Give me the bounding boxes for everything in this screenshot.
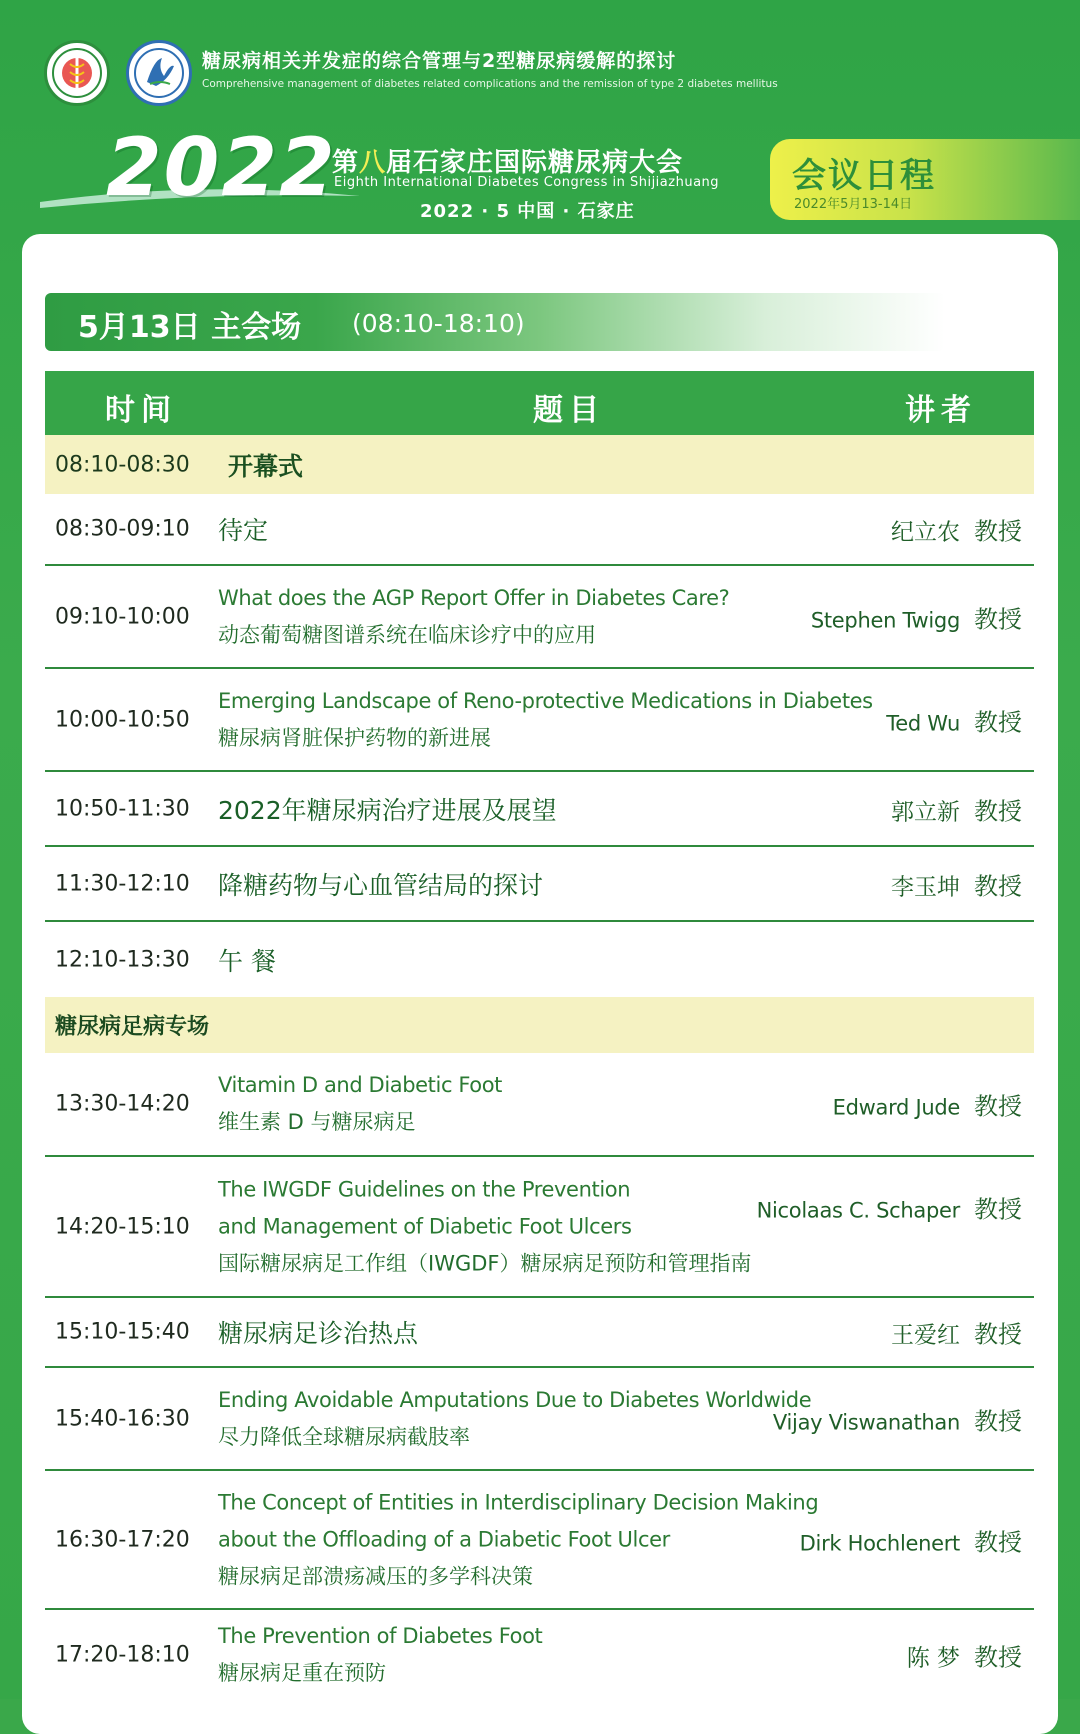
row-time: 13:30-14:20 bbox=[55, 1091, 190, 1117]
congress-name-en: Eighth International Diabetes Congress in Shijiazhuang bbox=[334, 175, 720, 190]
row-time: 08:30-09:10 bbox=[55, 516, 190, 542]
row-time: 14:20-15:10 bbox=[55, 1214, 190, 1239]
table-row bbox=[45, 566, 1034, 669]
theme-title-en: Comprehensive management of diabetes related complications and the remission of type 2 diabetes mellitus bbox=[202, 78, 778, 90]
row-topic: The Concept of Entities in Interdisciplinary Decision Making about the Offloading of a Diabetic Foot Ulcer 糖尿病足部溃疡减压的多学科决策 bbox=[218, 1490, 819, 1588]
row-topic: 2022年糖尿病治疗进展及展望 bbox=[218, 795, 557, 825]
diabetes-forum-logo bbox=[126, 40, 192, 106]
row-speaker: Vijay Viswanathan 教授 bbox=[772, 1407, 1022, 1435]
session-hours: (08:10-18:10) bbox=[352, 309, 525, 338]
agenda-title: 会议日程 bbox=[792, 156, 936, 196]
table-row bbox=[45, 494, 1034, 566]
row-topic: 糖尿病足诊治热点 bbox=[218, 1319, 419, 1348]
congress-name-zh: 第八届石家庄国际糖尿病大会 bbox=[332, 148, 684, 178]
row-time: 17:20-18:10 bbox=[55, 1642, 190, 1667]
row-speaker: Dirk Hochlenert 教授 bbox=[799, 1528, 1022, 1556]
row-topic: What does the AGP Report Offer in Diabetes Care? 动态葡萄糖图谱系统在临床诊疗中的应用 bbox=[218, 585, 730, 647]
row-speaker: Stephen Twigg 教授 bbox=[810, 605, 1022, 633]
theme-title-zh: 糖尿病相关并发症的综合管理与2型糖尿病缓解的探讨 bbox=[202, 50, 677, 72]
table-row bbox=[45, 1610, 1034, 1699]
row-topic: 降糖药物与心血管结局的探讨 bbox=[218, 870, 544, 900]
table-row bbox=[45, 1471, 1034, 1610]
association-logo bbox=[44, 40, 110, 106]
row-time: 09:10-10:00 bbox=[55, 604, 190, 629]
column-topic: 题目 bbox=[533, 393, 605, 428]
table-header bbox=[45, 371, 1034, 435]
table-row bbox=[45, 847, 1034, 922]
row-time: 15:10-15:40 bbox=[55, 1319, 190, 1345]
agenda-date: 2022年5月13-14日 bbox=[794, 197, 913, 212]
row-speaker: Ted Wu 教授 bbox=[886, 708, 1022, 736]
table-row bbox=[45, 669, 1034, 772]
congress-date-location: 2022 · 5 中国 · 石家庄 bbox=[420, 201, 635, 222]
row-topic: 待定 bbox=[218, 516, 269, 545]
row-speaker: 王爱红 教授 bbox=[891, 1320, 1022, 1349]
table-row bbox=[45, 1298, 1034, 1368]
row-topic: 午 餐 bbox=[218, 946, 276, 976]
row-topic: Vitamin D and Diabetic Foot 维生素 D 与糖尿病足 bbox=[218, 1073, 503, 1134]
row-speaker: 纪立农 教授 bbox=[891, 517, 1022, 546]
table-row bbox=[45, 772, 1034, 847]
row-topic: The Prevention of Diabetes Foot 糖尿病足重在预防 bbox=[218, 1623, 543, 1685]
row-topic: Emerging Landscape of Reno-protective Medications in Diabetes 糖尿病肾脏保护药物的新进展 bbox=[218, 688, 873, 750]
row-speaker: Nicolaas C. Schaper 教授 bbox=[756, 1195, 1022, 1224]
bird-emblem-icon bbox=[132, 46, 186, 100]
row-topic: Ending Avoidable Amputations Due to Diabetes Worldwide 尽力降低全球糖尿病截肢率 bbox=[218, 1387, 812, 1449]
table-row bbox=[45, 435, 1034, 494]
session-subheader bbox=[45, 997, 1034, 1053]
row-time: 10:00-10:50 bbox=[55, 707, 190, 732]
table-row bbox=[45, 1053, 1034, 1157]
row-speaker: Edward Jude 教授 bbox=[832, 1092, 1022, 1121]
row-time: 11:30-12:10 bbox=[55, 871, 190, 896]
row-time: 10:50-11:30 bbox=[55, 796, 190, 821]
row-time: 12:10-13:30 bbox=[55, 947, 190, 972]
column-speaker: 讲者 bbox=[905, 393, 977, 428]
congress-year: 2022 bbox=[106, 121, 337, 214]
row-speaker: 陈 梦 教授 bbox=[906, 1643, 1022, 1671]
row-time: 15:40-16:30 bbox=[55, 1406, 190, 1431]
subsession-title: 糖尿病足病专场 bbox=[55, 1014, 210, 1040]
row-topic: The IWGDF Guidelines on the Prevention and Management of Diabetic Foot Ulcers 国际糖尿病足工作组（IWGDF）糖尿病足预防和管理指南 bbox=[218, 1177, 752, 1275]
caduceus-icon bbox=[50, 46, 104, 100]
table-row bbox=[45, 1368, 1034, 1471]
table-row bbox=[45, 922, 1034, 997]
row-speaker: 郭立新 教授 bbox=[891, 797, 1022, 825]
column-time: 时间 bbox=[105, 393, 177, 428]
row-time: 16:30-17:20 bbox=[55, 1527, 190, 1552]
row-topic: 开幕式 bbox=[228, 451, 304, 481]
table-row bbox=[45, 1157, 1034, 1298]
row-speaker: 李玉坤 教授 bbox=[891, 872, 1022, 900]
row-time: 08:10-08:30 bbox=[55, 452, 190, 477]
session-title: 5月13日 主会场 bbox=[78, 310, 302, 345]
